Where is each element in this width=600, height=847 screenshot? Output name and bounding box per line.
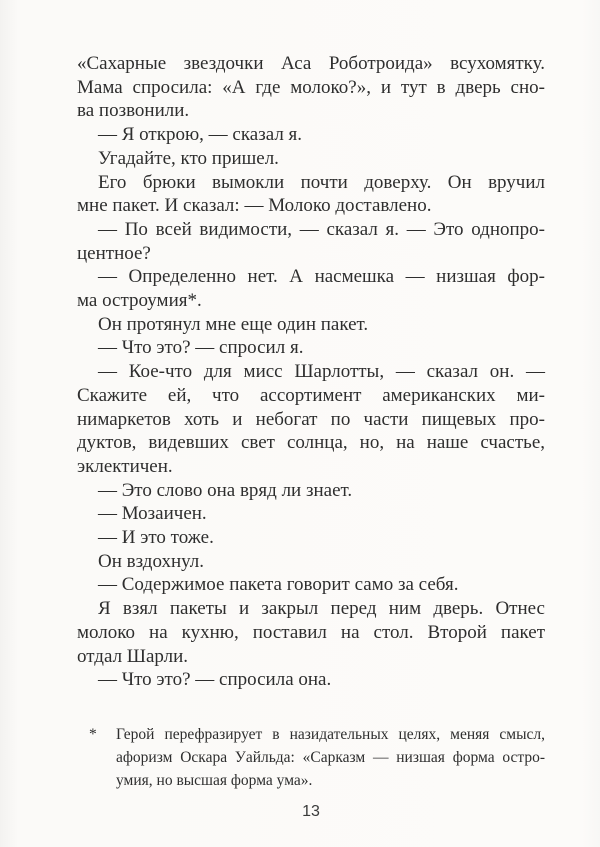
text-line: — Мозаичен. bbox=[98, 503, 207, 525]
footnote-line: умия, но высшая форма ума». bbox=[116, 771, 313, 789]
text-line: нимаркетов хоть и небогат по части пищевых про- bbox=[77, 408, 545, 430]
text-line: — Кое-что для мисс Шарлотты, — сказал он. — bbox=[98, 361, 545, 383]
footnote-text-block bbox=[116, 723, 545, 792]
text-line: Угадайте, кто пришел. bbox=[98, 147, 279, 169]
text-line: Скажите ей, что ассортимент американских ми- bbox=[77, 384, 545, 406]
text-line: Его брюки вымокли почти доверху. Он вручил bbox=[98, 171, 545, 193]
text-line: ва позвонили. bbox=[77, 100, 190, 122]
footnote-line: Герой перефразирует в назидательных целях, меняя смысл, bbox=[116, 725, 545, 743]
text-line: Он вздохнул. bbox=[98, 550, 205, 572]
text-line: «Сахарные звездочки Аса Роботроида» всухомятку. bbox=[77, 53, 545, 74]
page-number: 13 bbox=[302, 803, 320, 820]
text-line: — Это слово она вряд ли знает. bbox=[98, 479, 353, 501]
text-line: — Содержимое пакета говорит само за себя. bbox=[98, 574, 459, 596]
text-line: центное? bbox=[77, 242, 151, 264]
text-line: Я взял пакеты и закрыл перед ним дверь. Отнес bbox=[98, 598, 545, 620]
footnote-line: афоризм Оскара Уайльда: «Сарказм — низшая форма остро- bbox=[116, 748, 545, 766]
text-line: — Я открою, — сказал я. bbox=[98, 124, 303, 146]
page-text-block bbox=[77, 52, 545, 692]
text-line: дуктов, видевших свет солнца, но, на наше счастье, bbox=[77, 432, 545, 454]
text-line: — Что это? — спросила она. bbox=[98, 669, 332, 691]
text-line: — Определенно нет. А насмешка — низшая фор- bbox=[98, 266, 545, 288]
text-line: отдал Шарли. bbox=[77, 645, 189, 667]
text-line: эклектичен. bbox=[77, 455, 173, 477]
text-line: — По всей видимости, — сказал я. — Это однопро- bbox=[98, 218, 545, 240]
text-line: — И это тоже. bbox=[98, 527, 214, 549]
text-line: молоко на кухню, поставил на стол. Второй пакет bbox=[77, 621, 545, 643]
text-line: Он протянул мне еще один пакет. bbox=[98, 313, 369, 335]
footnote-asterisk-marker: * bbox=[89, 725, 97, 743]
footnote bbox=[89, 723, 545, 792]
text-line: — Что это? — спросил я. bbox=[98, 337, 304, 359]
text-line: мне пакет. И сказал: — Молоко доставлено. bbox=[77, 195, 432, 217]
text-line: Мама спросила: «А где молоко?», и тут в дверь сно- bbox=[77, 76, 545, 98]
text-line: ма остроумия*. bbox=[77, 290, 202, 312]
